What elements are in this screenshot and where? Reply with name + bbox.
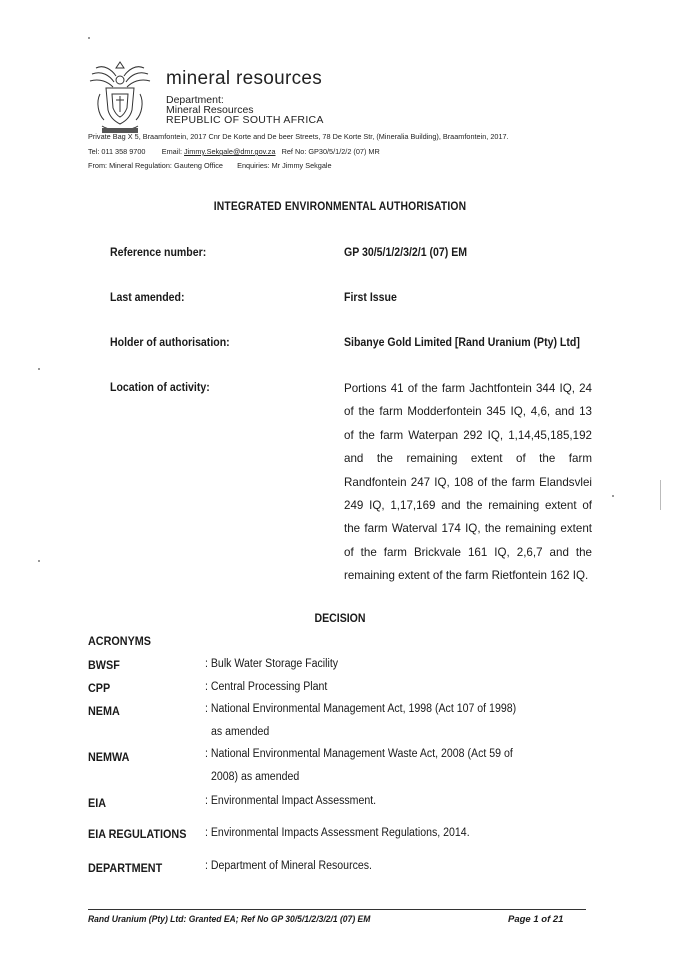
republic-name: REPUBLIC OF SOUTH AFRICA (166, 114, 324, 126)
acronym-term: DEPARTMENT (88, 861, 163, 875)
department-label: Department: (166, 94, 224, 106)
scan-speck (38, 368, 40, 370)
definition-line: : National Environmental Management Act, 1998 (Act 107 of 1998) (205, 703, 517, 715)
acronym-definition (205, 855, 535, 878)
acronym-term: NEMA (88, 704, 120, 718)
brand-wordmark: mineral resources (166, 68, 323, 89)
holder-label: Holder of authorisation: (110, 335, 230, 349)
reference-number-value: GP 30/5/1/2/3/2/1 (07) EM (344, 245, 468, 259)
document-title: INTEGRATED ENVIRONMENTAL AUTHORISATION (213, 199, 467, 213)
acronym-term: EIA REGULATIONS (88, 827, 187, 841)
enquiries-contact: Enquiries: Mr Jimmy Sekgale (237, 161, 332, 170)
acronyms-heading: ACRONYMS (88, 634, 152, 648)
acronym-term: CPP (88, 681, 111, 695)
footer-divider (88, 909, 586, 910)
from-line (88, 161, 332, 170)
postal-address: Private Bag X 5, Braamfontein, 2017 Cnr De Korte and De beer Streets, 78 De Korte Str, (Mineralia Building), Braamfontein, 2017. (88, 132, 509, 141)
acronym-term: EIA (88, 796, 107, 810)
definition-line: : Bulk Water Storage Facility (205, 658, 339, 670)
from-office: From: Mineral Regulation: Gauteng Office (88, 161, 223, 170)
acronym-definition (205, 698, 535, 744)
definition-line: 2008) as amended (211, 771, 300, 783)
acronym-definition (205, 676, 535, 699)
location-label: Location of activity: (110, 380, 210, 394)
location-value: Portions 41 of the farm Jachtfontein 344 IQ, 24 of the farm Modderfontein 345 IQ, 4,6, and 13 of the farm Waterpan 292 IQ, 1,14,45,185,192 and the remaining extent of the farm Randfontein 247 IQ, 108 of the farm Elandsvlei 249 IQ, 1,17,169 and the remaining extent of the farm Waterval 174 IQ, the remaining extent of the farm Brickvale 161 IQ, 2,6,7 and the remaining extent of the farm Rietfontein 162 IQ. (344, 382, 592, 583)
holder-value: Sibanye Gold Limited [Rand Uranium (Pty) Ltd] (344, 335, 580, 349)
acronym-definition (205, 653, 535, 676)
definition-line: as amended (211, 726, 270, 738)
telephone: Tel: 011 358 9700 (88, 147, 146, 156)
footer-reference: Rand Uranium (Pty) Ltd: Granted EA; Ref No GP 30/5/1/2/3/2/1 (07) EM (88, 914, 371, 925)
acronym-term: NEMWA (88, 750, 130, 764)
last-amended-label: Last amended: (110, 290, 185, 304)
decision-heading: DECISION (314, 611, 366, 625)
reference-number-label: Reference number: (110, 245, 207, 259)
department-name: Mineral Resources (166, 104, 254, 116)
contact-line (88, 147, 380, 156)
email-label: Email: (161, 147, 182, 156)
reference-number-header: Ref No: GP30/5/1/2/2 (07) MR (281, 147, 380, 156)
definition-line: : Central Processing Plant (205, 681, 328, 693)
scan-speck (612, 495, 614, 497)
acronym-term: BWSF (88, 658, 120, 672)
page-number: Page 1 of 21 (508, 914, 564, 925)
definition-line: : National Environmental Management Waste Act, 2008 (Act 59 of (205, 748, 513, 760)
definition-line: : Department of Mineral Resources. (205, 860, 373, 872)
scan-edge-mark (660, 480, 661, 510)
coat-of-arms-emblem (86, 58, 154, 138)
definition-line: : Environmental Impact Assessment. (205, 795, 377, 807)
acronym-definition (205, 790, 535, 813)
scan-speck (38, 560, 40, 562)
definition-line: : Environmental Impacts Assessment Regulations, 2014. (205, 827, 470, 839)
email-link[interactable]: Jimmy.Sekgale@dmr.gov.za (184, 147, 276, 156)
scan-speck (88, 37, 90, 39)
acronym-definition (205, 822, 535, 845)
last-amended-value: First Issue (344, 290, 397, 304)
acronym-definition (205, 743, 535, 789)
